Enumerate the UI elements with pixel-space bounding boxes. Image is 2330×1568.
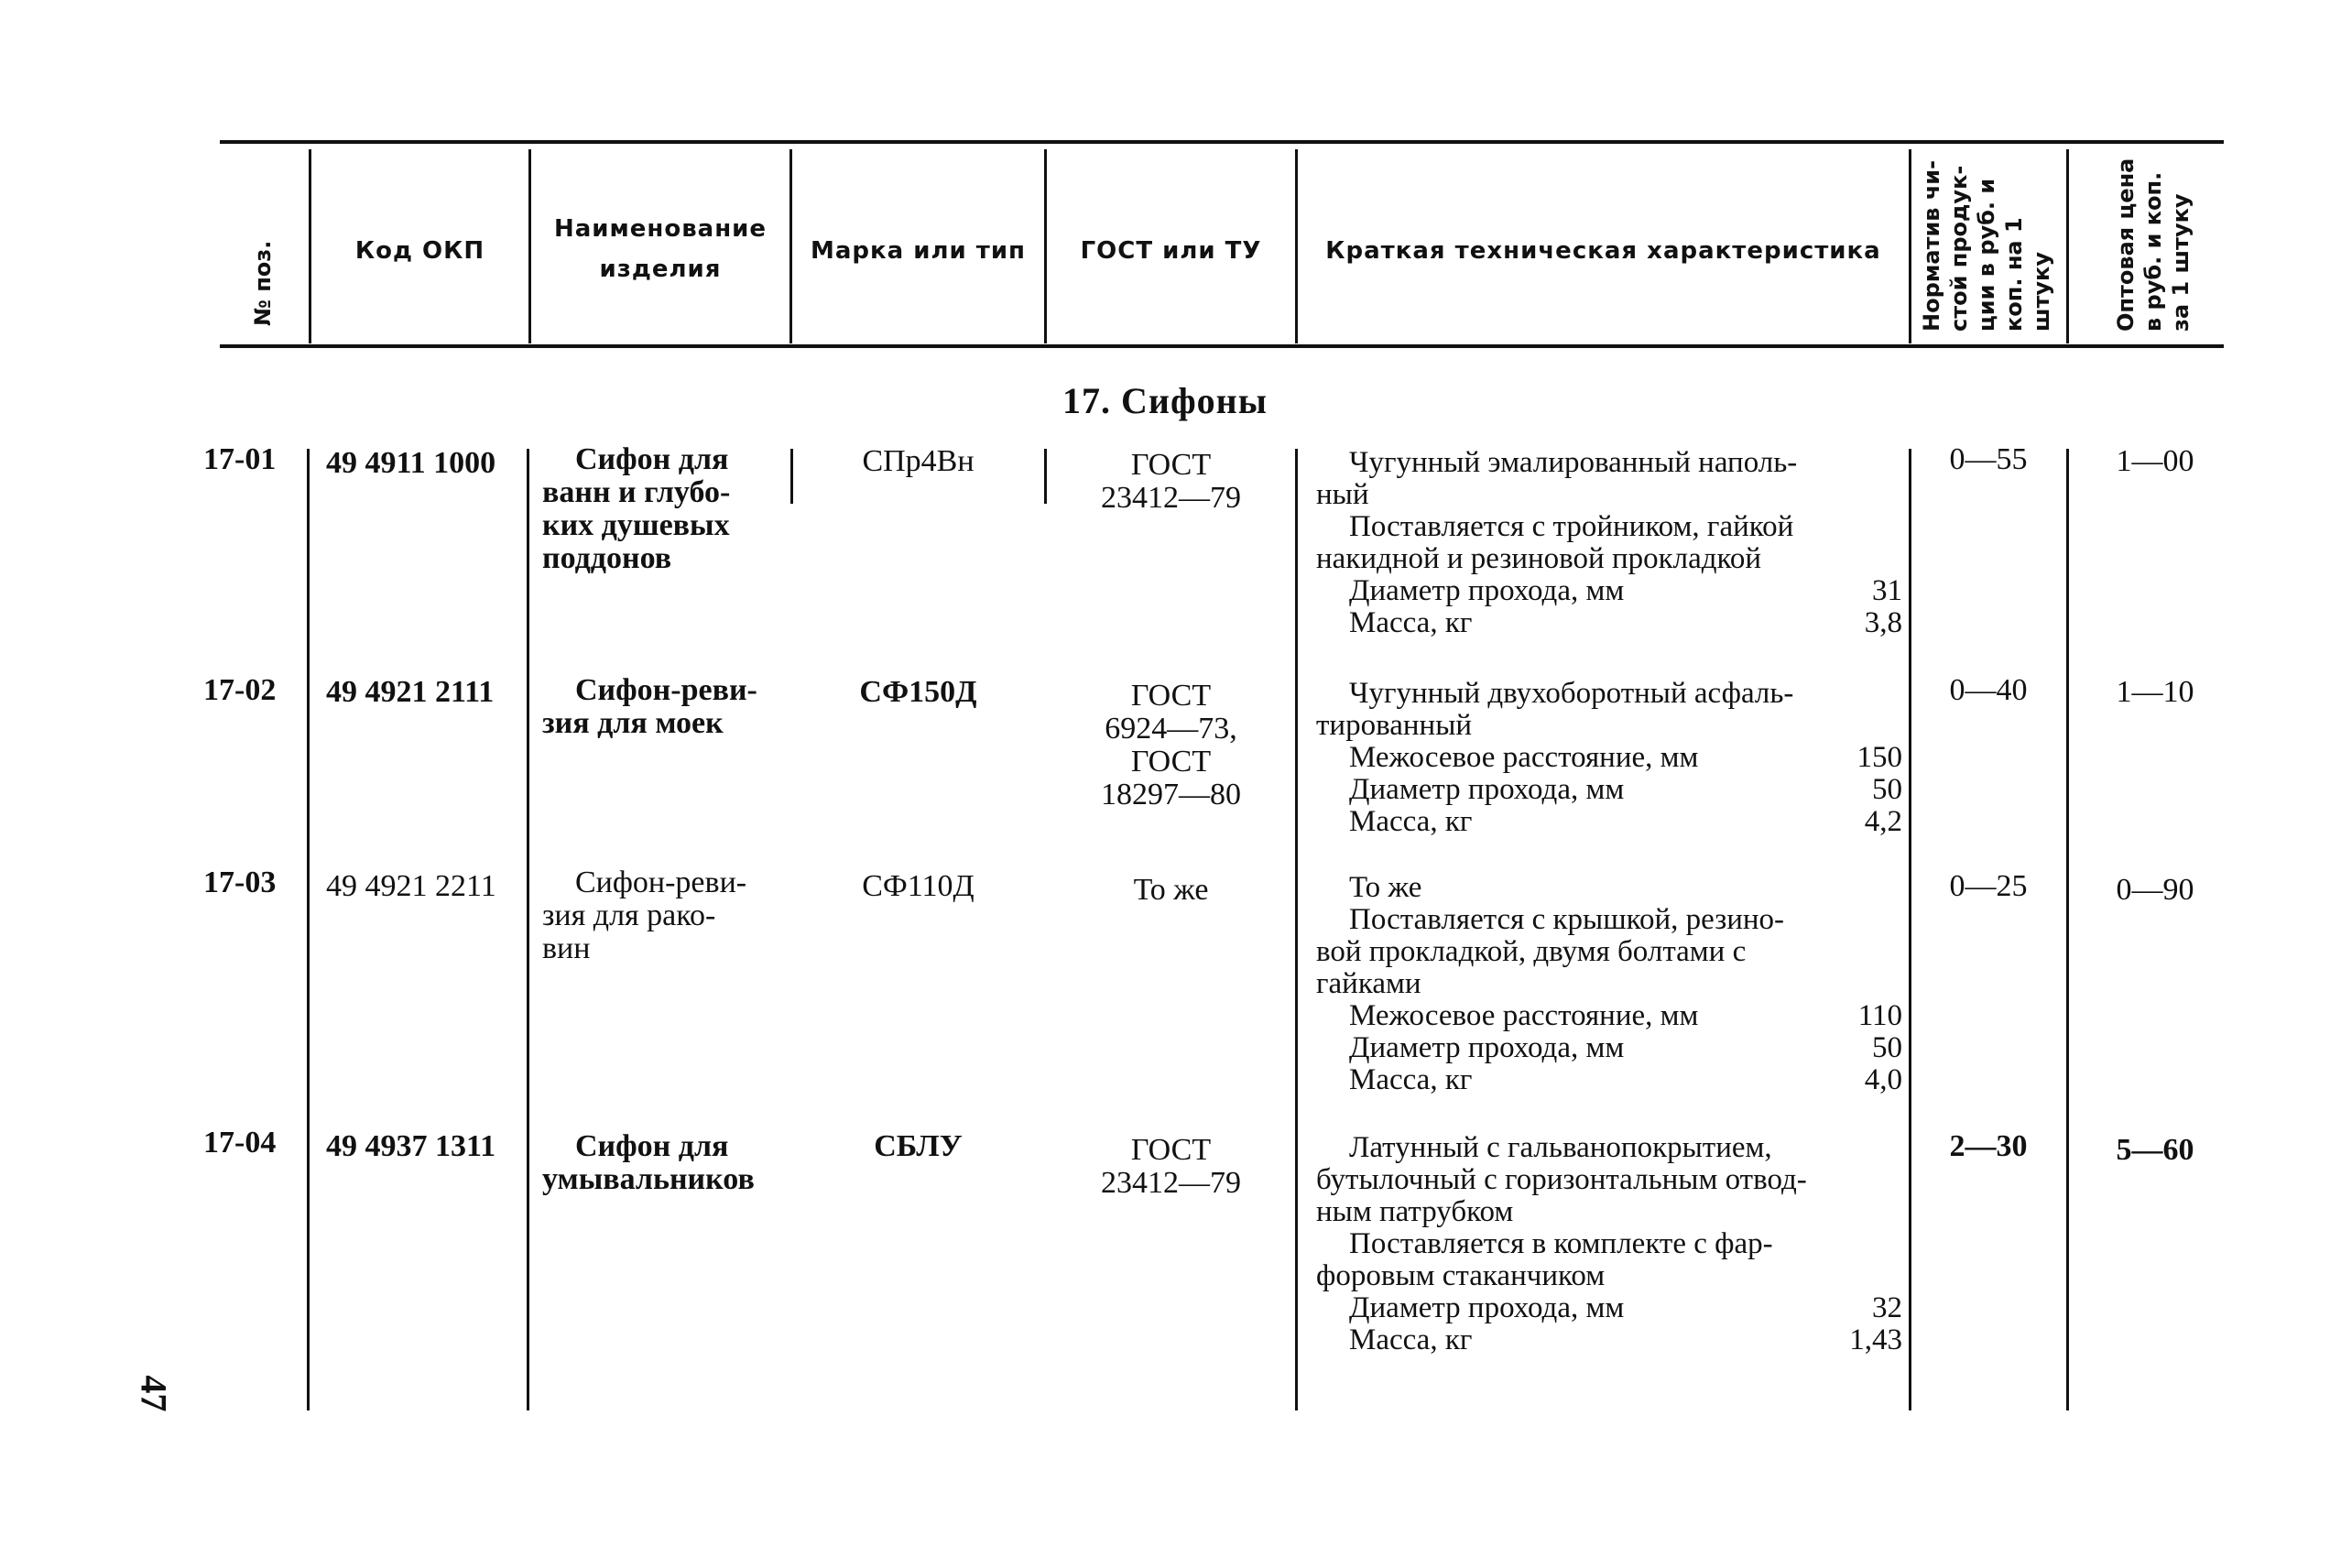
row-mark: СФ150Д: [859, 675, 977, 709]
spec-line: Поставляется в комплекте с фар-: [1349, 1227, 1773, 1260]
row-name: [542, 1130, 755, 1196]
header-norm-line: Норматив чи-: [1919, 159, 1944, 332]
section-title: 17. Сифоны: [1062, 380, 1268, 421]
header-spec: Краткая техническая характеристика: [1325, 237, 1881, 265]
header-norm-line: ции в руб. и: [1974, 178, 1999, 332]
gost-line: ГОСТ: [1130, 679, 1212, 713]
gost-line: ГОСТ: [1130, 745, 1212, 779]
row-okp: 49 4921 2111: [326, 675, 495, 709]
name-line: зия для моек: [542, 706, 724, 740]
row-spec: [1316, 872, 1902, 1096]
spec-label: Масса, кг: [1349, 606, 1473, 639]
row-okp: 49 4937 1311: [326, 1129, 496, 1163]
row-name: [542, 674, 757, 740]
header-name-text: Наименование изделия: [553, 215, 768, 283]
spec-kv: [1316, 607, 1902, 639]
row-okp: 49 4911 1000: [326, 446, 496, 480]
spec-label: Диаметр прохода, мм: [1349, 1031, 1625, 1064]
spec-line: вой прокладкой, двумя болтами с: [1316, 935, 1747, 968]
row-okp: 49 4921 2211: [326, 869, 496, 903]
spec-value: 31: [1872, 574, 1902, 607]
body-divider: [307, 449, 310, 1410]
header-norm-line: штуку: [2029, 252, 2054, 332]
row-mark: СФ110Д: [862, 869, 974, 903]
spec-value: 1,43: [1849, 1323, 1902, 1356]
gost-line: 23412—79: [1101, 1166, 1241, 1200]
row-gost: [1047, 1134, 1295, 1200]
name-line: Сифон-реви-: [575, 673, 757, 707]
spec-line: гайками: [1316, 967, 1421, 1000]
header-divider: [2066, 149, 2069, 343]
spec-value: 50: [1872, 1031, 1902, 1064]
spec-label: Диаметр прохода, мм: [1349, 773, 1625, 806]
name-line: поддонов: [542, 541, 672, 575]
spec-label: Диаметр прохода, мм: [1349, 1291, 1625, 1324]
row-gost: [1047, 449, 1295, 515]
gost-line: 18297—80: [1101, 778, 1241, 811]
row-pos: 17-04: [203, 1126, 277, 1160]
name-line: ванн и глубо-: [542, 475, 731, 509]
spec-line: бутылочный с горизонтальным отвод-: [1316, 1163, 1807, 1196]
body-divider: [2066, 449, 2069, 1410]
gost-line: ГОСТ: [1130, 448, 1212, 482]
spec-value: 150: [1856, 741, 1902, 774]
row-price: 5—60: [2116, 1133, 2194, 1167]
header-divider: [1909, 149, 1911, 343]
name-line: умывальников: [542, 1162, 755, 1196]
row-mark: СПр4Вн: [862, 444, 974, 478]
body-divider: [1295, 449, 1298, 1410]
spec-value: 110: [1857, 999, 1902, 1032]
spec-kv: [1316, 742, 1902, 774]
spec-label: Межосевое расстояние, мм: [1349, 741, 1699, 774]
spec-value: 4,0: [1864, 1063, 1902, 1096]
gost-line: 6924—73,: [1105, 712, 1237, 746]
spec-line: Поставляется с крышкой, резино-: [1349, 903, 1785, 936]
spec-value: 32: [1872, 1291, 1902, 1324]
header-gost: ГОСТ или ТУ: [1080, 237, 1262, 265]
page-number: 47: [133, 1375, 175, 1412]
spec-value: 50: [1872, 773, 1902, 806]
header-norm-line: стой продук-: [1946, 165, 1972, 332]
spec-kv: [1316, 806, 1902, 838]
spec-label: Диаметр прохода, мм: [1349, 574, 1625, 607]
spec-label: Масса, кг: [1349, 1323, 1473, 1356]
spec-line: То же: [1349, 871, 1422, 904]
row-pos: 17-02: [203, 673, 277, 707]
row-spec: [1316, 678, 1902, 838]
spec-label: Межосевое расстояние, мм: [1349, 999, 1699, 1032]
spec-kv: [1316, 774, 1902, 806]
row-gost: [1047, 874, 1295, 907]
header-okp: Код ОКП: [354, 237, 485, 265]
table-top-rule: [220, 140, 2224, 144]
row-pos: 17-01: [203, 442, 277, 476]
gost-line: ГОСТ: [1130, 1133, 1212, 1167]
spec-line: ный: [1316, 478, 1369, 511]
body-divider: [1909, 449, 1911, 1410]
spec-kv: [1316, 1324, 1902, 1356]
header-name: [531, 209, 789, 289]
spec-value: 3,8: [1864, 606, 1902, 639]
row-spec: [1316, 447, 1902, 639]
header-norm: [1918, 160, 2055, 332]
name-line: ких душевых: [542, 508, 730, 542]
name-line: вин: [542, 931, 591, 965]
spec-line: тированный: [1316, 709, 1473, 742]
header-mark: Марка или тип: [810, 237, 1027, 265]
name-line: Сифон для: [575, 442, 729, 476]
row-norm: 2—30: [1949, 1129, 2028, 1163]
row-name: [542, 866, 746, 965]
body-divider: [527, 449, 529, 1410]
spec-kv: [1316, 1000, 1902, 1032]
spec-kv: [1316, 1064, 1902, 1096]
spec-kv: [1316, 1032, 1902, 1064]
header-pos: № поз.: [250, 240, 276, 326]
header-price-line: Оптовая цена: [2113, 158, 2139, 332]
spec-line: Чугунный двухоборотный асфаль-: [1349, 677, 1794, 710]
row-norm: 0—55: [1949, 442, 2028, 476]
header-price-line: в руб. и коп.: [2140, 171, 2166, 332]
row-norm: 0—25: [1949, 869, 2028, 903]
row-name: [542, 443, 730, 575]
row-gost: [1047, 680, 1295, 811]
name-line: Сифон-реви-: [575, 866, 747, 899]
header-price-line: за 1 штуку: [2168, 193, 2194, 332]
row-price: 1—00: [2116, 444, 2194, 478]
gost-line: 23412—79: [1101, 481, 1241, 515]
gost-line: То же: [1133, 873, 1209, 907]
spec-line: Поставляется с тройником, гайкой: [1349, 510, 1794, 543]
spec-line: Латунный с гальванопокрытием,: [1349, 1131, 1772, 1164]
spec-value: 4,2: [1864, 805, 1902, 838]
row-spec: [1316, 1132, 1902, 1356]
header-price: [2112, 158, 2194, 332]
row-norm: 0—40: [1949, 673, 2028, 707]
spec-line: ным патрубком: [1316, 1195, 1514, 1228]
spec-line: накидной и резиновой прокладкой: [1316, 542, 1762, 575]
row-price: 1—10: [2116, 675, 2194, 709]
header-norm-line: коп. на 1: [2001, 217, 2027, 332]
spec-label: Масса, кг: [1349, 805, 1473, 838]
name-line: зия для рако-: [542, 898, 716, 932]
spec-line: Чугунный эмалированный наполь-: [1349, 446, 1798, 479]
spec-label: Масса, кг: [1349, 1063, 1473, 1096]
spec-line: форовым стаканчиком: [1316, 1259, 1606, 1292]
table-header-bottom-rule: [220, 344, 2224, 348]
name-line: Сифон для: [575, 1129, 729, 1163]
row-price: 0—90: [2116, 873, 2194, 907]
spec-kv: [1316, 1292, 1902, 1324]
row-pos: 17-03: [203, 866, 277, 899]
spec-kv: [1316, 575, 1902, 607]
row-mark: СБЛУ: [874, 1129, 963, 1163]
